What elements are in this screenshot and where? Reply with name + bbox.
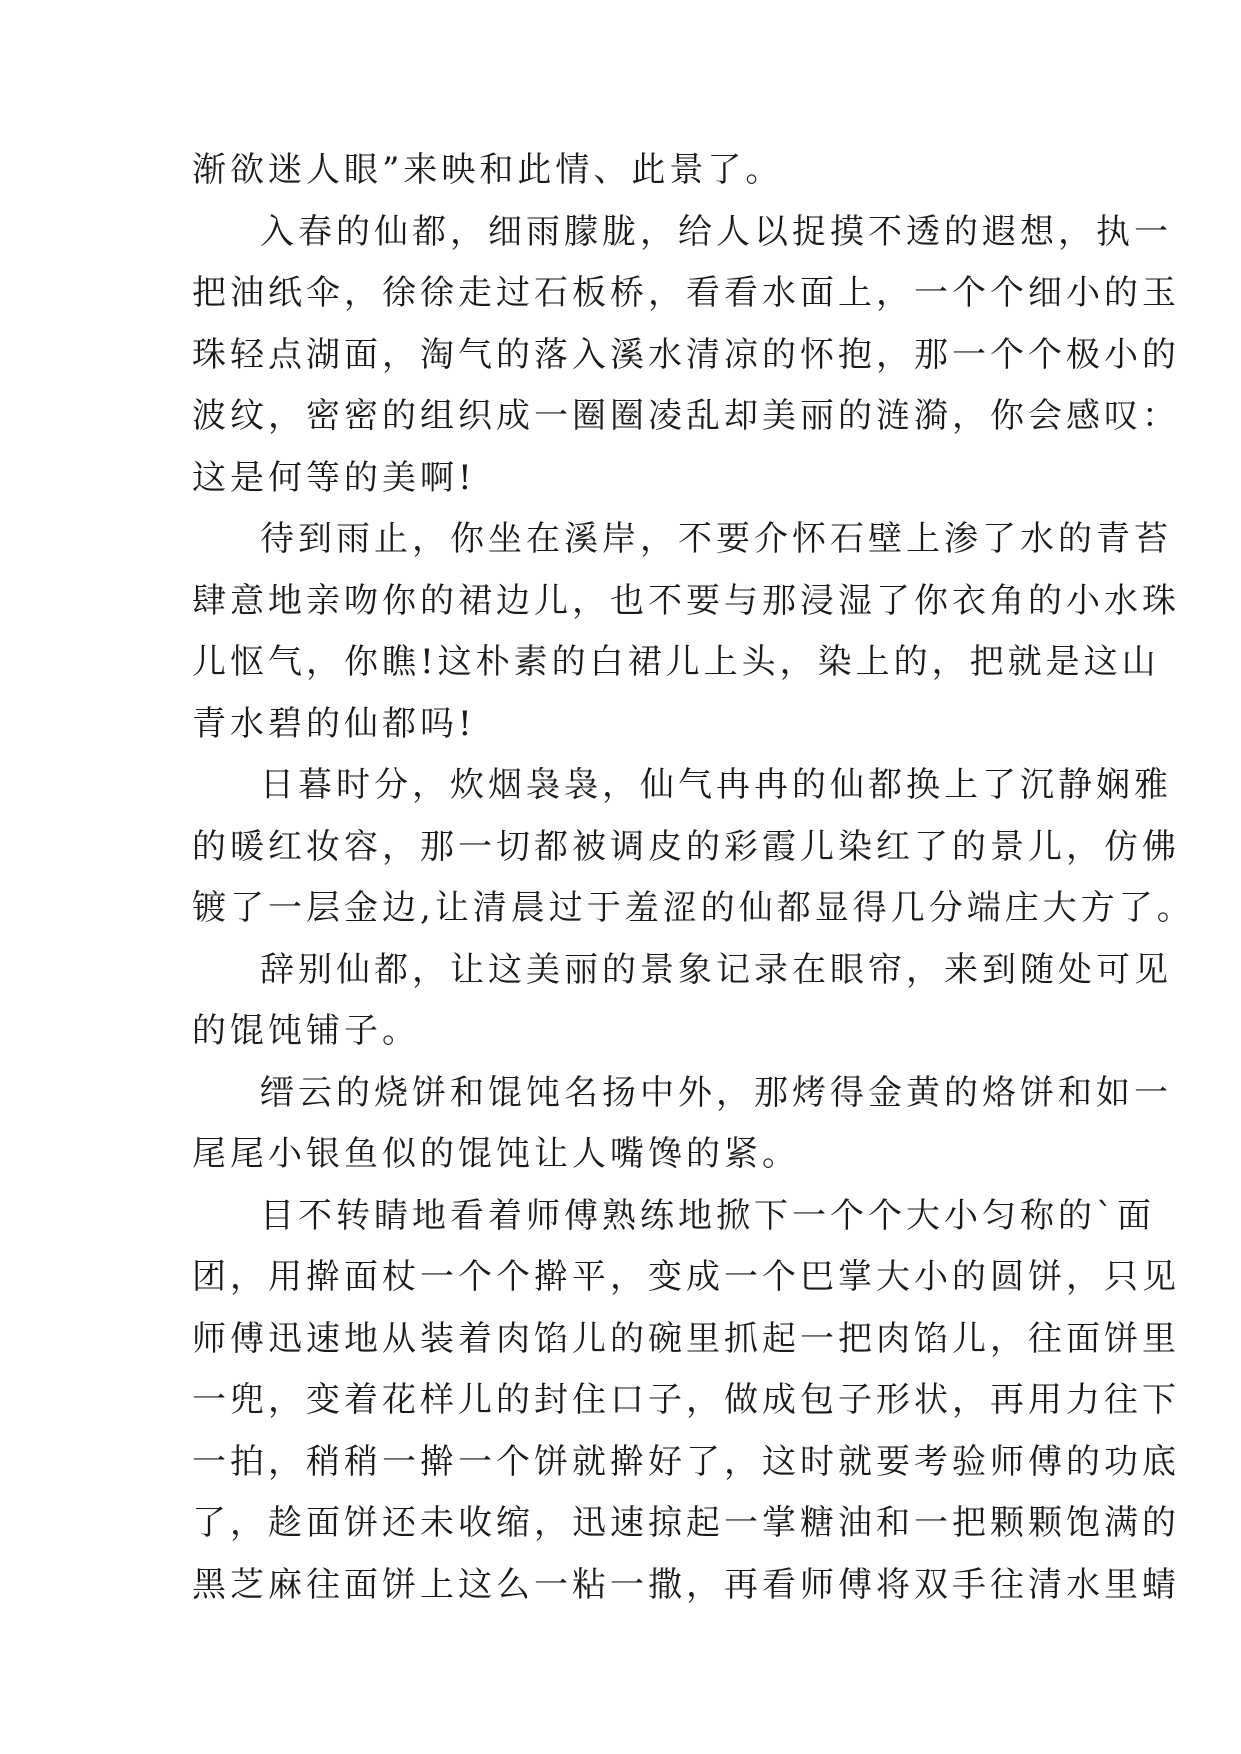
text-line: 一拍，稍稍一擀一个饼就擀好了，这时就要考验师傅的功底 (192, 1441, 1180, 1482)
text-line: 肆意地亲吻你的裙边儿，也不要与那浸湿了你衣角的小水珠 (192, 580, 1180, 621)
text-line: 的暖红妆容，那一切都被调皮的彩霞儿染红了的景儿，仿佛 (192, 826, 1180, 867)
text-line: 青水碧的仙都吗! (192, 703, 476, 744)
text-line: 团，用擀面杖一个个擀平，变成一个巴掌大小的圆饼，只见 (192, 1257, 1180, 1297)
text-line: 目不转睛地看着师傅熟练地掀下一个个大小匀称的`面 (260, 1195, 1155, 1236)
text-line: 黑芝麻往面饼上这么一粘一撒，再看师傅将双手往清水里蜻 (192, 1564, 1180, 1605)
text-line: 待到雨止，你坐在溪岸，不要介怀石壁上渗了水的青苔 (260, 519, 1172, 559)
text-line: 渐欲迷人眼”来映和此情、此景了。 (192, 150, 784, 190)
text-line: 入春的仙都，细雨朦胧，给人以捉摸不透的遐想，执一 (260, 211, 1172, 252)
text-line: 尾尾小银鱼似的馄饨让人嘴馋的紧。 (192, 1134, 800, 1174)
text-line: 把油纸伞，徐徐走过石板桥，看看水面上，一个个细小的玉 (192, 273, 1180, 313)
text-line: 了，趁面饼还未收缩，迅速掠起一掌糖油和一把颗颗饱满的 (192, 1503, 1180, 1543)
text-line: 一兜，变着花样儿的封住口子，做成包子形状，再用力往下 (192, 1380, 1180, 1420)
document-body (192, 140, 1195, 1616)
text-line: 的馄饨铺子。 (192, 1011, 420, 1051)
text-line: 镀了一层金边,让清晨过于羞涩的仙都显得几分端庄大方了。 (192, 888, 1195, 928)
text-line: 师傅迅速地从装着肉馅儿的碗里抓起一把肉馅儿，往面饼里 (192, 1318, 1180, 1359)
text-line: 缙云的烧饼和馄饨名扬中外，那烤得金黄的烙饼和如一 (260, 1072, 1172, 1113)
text-line: 这是何等的美啊! (192, 457, 476, 498)
text-line: 珠轻点湖面，淘气的落入溪水清凉的怀抱，那一个个极小的 (192, 334, 1180, 375)
text-line: 日暮时分，炊烟袅袅，仙气冉冉的仙都换上了沉静娴雅 (260, 765, 1172, 805)
text-line: 儿怄气，你瞧!这朴素的白裙儿上头，染上的，把就是这山 (192, 642, 1160, 682)
text-line: 波纹，密密的组织成一圈圈凌乱却美丽的涟漪，你会感叹： (192, 396, 1180, 436)
text-line: 辞别仙都，让这美丽的景象记录在眼帘，来到随处可见 (260, 949, 1172, 990)
